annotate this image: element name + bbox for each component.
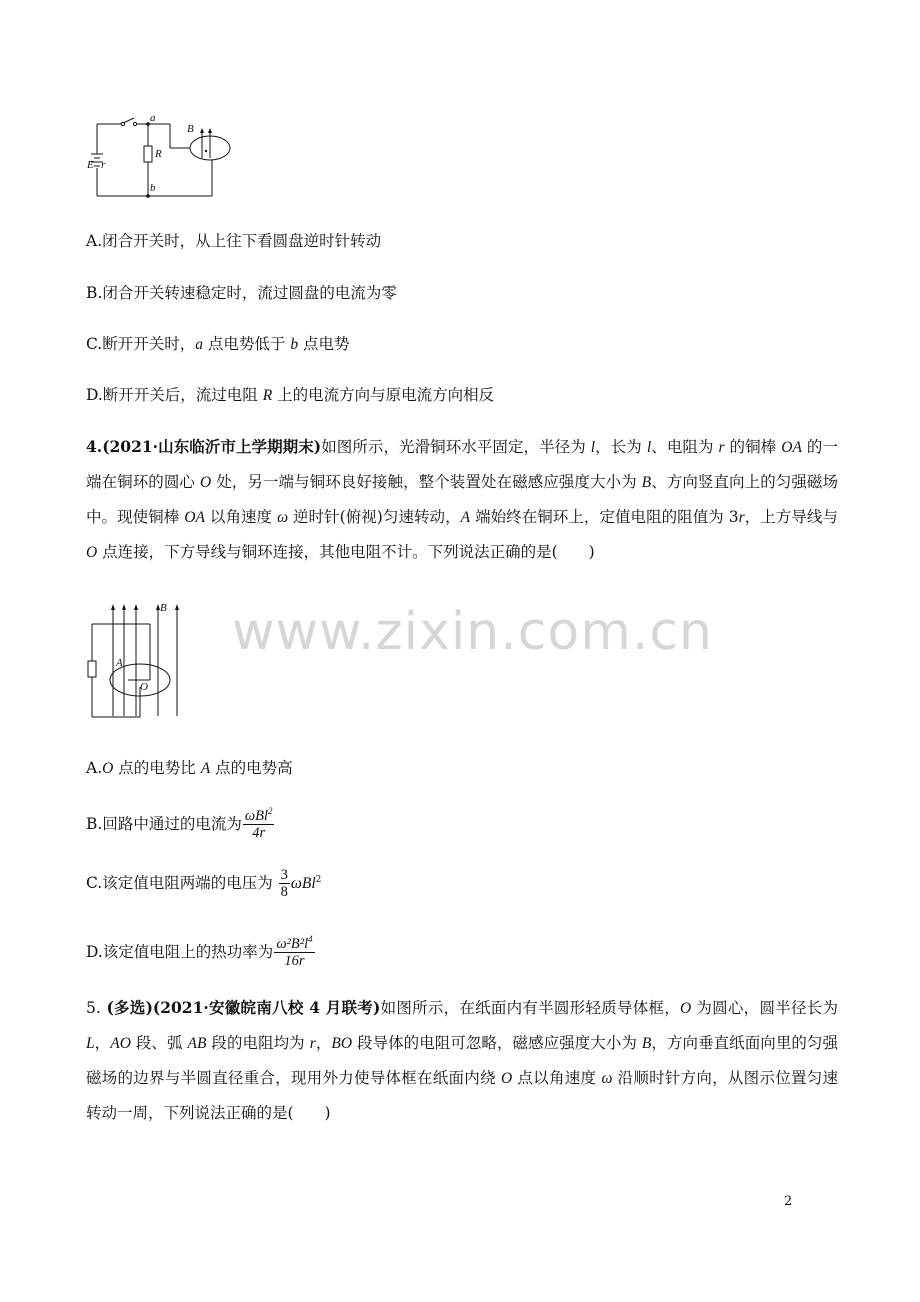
- svg-text:r: r: [101, 159, 106, 171]
- question-tag: (多选): [100, 998, 153, 1017]
- svg-text:R: R: [155, 148, 162, 160]
- circuit-figure-1: [84, 110, 244, 202]
- circuit-figure-2: [84, 598, 194, 722]
- svg-text:O: O: [140, 681, 148, 693]
- q3-option-c: C.断开开关时，a 点电势低于 b 点电势: [86, 335, 350, 353]
- q3-option-b: B.闭合开关转速稳定时，流过圆盘的电流为零: [86, 284, 397, 302]
- q4-option-a: A.O 点的电势比 A 点的电势高: [86, 759, 293, 777]
- question-number: 5.: [86, 999, 101, 1017]
- question-4-stem: 4.(2021·山东临沂市上学期期末)如图所示，光滑铜环水平固定，半径为 l，长为 l、电阻为 r 的铜棒 OA 的一端在铜环的圆心 O 处，另一端与铜环良好接触，整个装置处在磁感应强度大小为 B、方向竖直向上的匀强磁场中。现使铜棒 OA 以角速度 ω 逆时针(俯视)匀速转动，A 端始终在铜环上，定值电阻的阻值为 3r，上方导线与 O 点连接，下方导线与铜环连接，其他电阻不计。下列说法正确的是( ): [86, 437, 838, 561]
- question-5-stem: 5. (多选)(2021·安徽皖南八校 4 月联考)如图所示，在纸面内有半圆形轻质导体框，O 为圆心，圆半径长为 L，AO 段、弧 AB 段的电阻均为 r，BO 段导体的电阻可忽略，磁感应强度大小为 B，方向垂直纸面向里的匀强磁场的边界与半圆直径重合，现用外力使导体框在纸面内绕 O 点以角速度 ω 沿顺时针方向，从图示位置匀速转动一周，下列说法正确的是( ): [86, 998, 838, 1122]
- svg-text:A: A: [116, 657, 123, 669]
- fraction: $\frac{3}{8}$: [280, 867, 288, 900]
- fraction: $\frac{\omega^2B^2l^4}{16r}$: [276, 934, 313, 969]
- q4-option-b: B.回路中通过的电流为 $\frac{\omega Bl^2}{4r}$: [86, 806, 273, 841]
- svg-text:E: E: [87, 159, 94, 171]
- question-source: (2021·安徽皖南八校 4 月联考): [152, 998, 381, 1017]
- q4-option-d: D.该定值电阻上的热功率为 $\frac{\omega^2B^2l^4}{16r}$: [86, 934, 313, 969]
- q3-option-d: D.断开开关后，流过电阻 R 上的电流方向与原电流方向相反: [86, 386, 495, 404]
- svg-text:B: B: [160, 602, 167, 614]
- svg-text:b: b: [150, 182, 156, 194]
- svg-text:a: a: [150, 112, 156, 124]
- question-number: 4.: [86, 437, 103, 456]
- watermark: www.zixin.com.cn: [232, 602, 713, 662]
- q3-option-a: A.闭合开关时，从上往下看圆盘逆时针转动: [86, 232, 382, 250]
- page-number: 2: [784, 1194, 793, 1209]
- fraction: $\frac{\omega Bl^2}{4r}$: [244, 806, 273, 841]
- svg-text:B: B: [187, 123, 194, 135]
- q4-option-c: C.该定值电阻两端的电压为 $\frac{3}{8}$ ωBl$^2$: [86, 867, 322, 900]
- question-source: (2021·山东临沂市上学期期末): [102, 437, 322, 456]
